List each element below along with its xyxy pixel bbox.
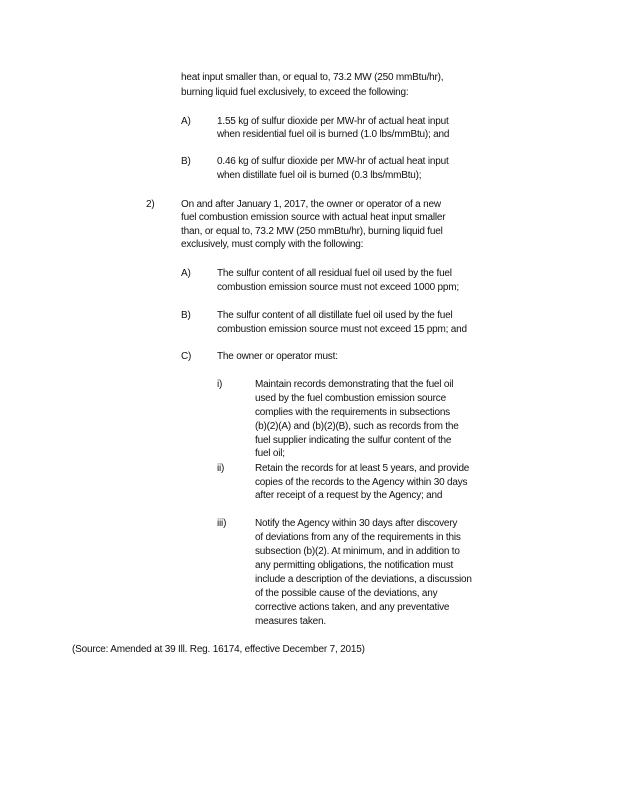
text-line: combustion emission source must not exceed 15 ppm; and [217,324,467,335]
text-line: 1.55 kg of sulfur dioxide per MW-hr of actual heat input [217,116,449,127]
text-line: fuel oil; [255,448,285,459]
text-line: exclusively, must comply with the following: [181,239,364,250]
text-line: The owner or operator must: [217,351,338,362]
item-label: A) [181,268,191,279]
text-line: Maintain records demonstrating that the fuel oil [255,379,454,390]
text-line: fuel combustion emission source with actual heat input smaller [181,212,446,223]
subitem-label: iii) [217,518,227,529]
text-line: copies of the records to the Agency within 30 days [255,477,468,488]
subitem-label: ii) [217,463,225,474]
text-line: The sulfur content of all distillate fuel oil used by the fuel [217,310,453,321]
item-label: B) [181,156,191,167]
subitem-label: i) [217,379,223,390]
text-line: when residential fuel oil is burned (1.0 lbs/mmBtu); and [217,129,450,140]
text-line: combustion emission source must not exceed 1000 ppm; [217,282,459,293]
text-line: after receipt of a request by the Agency; and [255,490,443,501]
item-label: C) [181,351,192,362]
text-line: of deviations from any of the requirements in this [255,532,461,543]
text-line: any permitting obligations, the notification must [255,560,454,571]
text-line: heat input smaller than, or equal to, 73.2 MW (250 mmBtu/hr), [181,72,444,83]
text-line: The sulfur content of all residual fuel oil used by the fuel [217,268,452,279]
text-line: Retain the records for at least 5 years, and provide [255,463,470,474]
text-line: 0.46 kg of sulfur dioxide per MW-hr of actual heat input [217,156,449,167]
text-line: of the possible cause of the deviations, any [255,588,438,599]
subsection-label: 2) [146,199,155,210]
text-line: measures taken. [255,616,326,627]
text-line: (b)(2)(A) and (b)(2)(B), such as records from the [255,421,459,432]
text-line: fuel supplier indicating the sulfur content of the [255,435,452,446]
source-citation: (Source: Amended at 39 Ill. Reg. 16174, effective December 7, 2015) [72,644,365,655]
item-label: A) [181,116,191,127]
text-line: subsection (b)(2). At minimum, and in addition to [255,546,460,557]
text-line: burning liquid fuel exclusively, to exceed the following: [181,87,409,98]
text-line: than, or equal to, 73.2 MW (250 mmBtu/hr), burning liquid fuel [181,226,443,237]
text-line: corrective actions taken, and any preventative [255,602,450,613]
text-line: when distillate fuel oil is burned (0.3 lbs/mmBtu); [217,170,422,181]
text-line: include a description of the deviations, a discussion [255,574,472,585]
text-line: On and after January 1, 2017, the owner or operator of a new [181,199,441,210]
text-line: Notify the Agency within 30 days after discovery [255,518,458,529]
text-line: complies with the requirements in subsections [255,407,450,418]
item-label: B) [181,310,191,321]
text-line: used by the fuel combustion emission source [255,393,446,404]
